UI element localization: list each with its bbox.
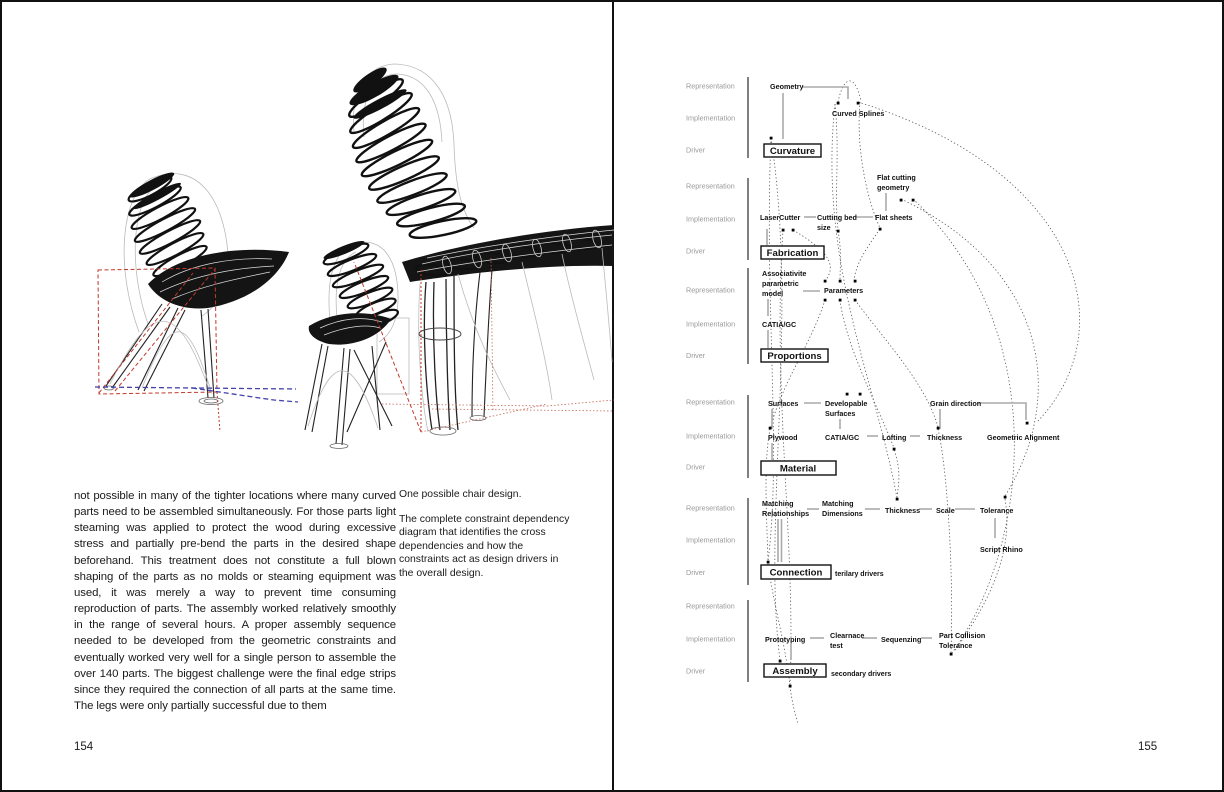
node-scale: Scale — [936, 506, 955, 515]
node-lasercutter: LaserCutter — [760, 213, 801, 222]
row-label-driver: Driver — [686, 351, 706, 360]
node-cutting-bed-size: Cutting bed — [817, 213, 857, 222]
blue-construction-line — [95, 387, 298, 402]
figure-caption-diagram: The complete constraint dependency diagram that identifies the cross dependencies and how the constraints act as design drivers in the overall design. — [399, 514, 570, 579]
row-label-representation: Representation — [686, 397, 735, 407]
node-sequencing: Sequenzing — [881, 635, 922, 644]
node-associative-parametric-model: model — [762, 289, 784, 298]
constraint-dependency-diagram — [614, 2, 1224, 792]
node-clearance-test: test — [830, 641, 843, 650]
row-label-driver: Driver — [686, 462, 706, 472]
row-label-driver: Driver — [686, 666, 706, 676]
node-associative-parametric-model: Associativite — [762, 269, 807, 278]
node-curved-splines: Curved Splines — [832, 109, 885, 118]
node-lofting: Lofting — [882, 433, 907, 442]
row-label-implementation: Implementation — [686, 431, 736, 441]
row-label-representation: Representation — [686, 81, 735, 91]
section-proportions — [761, 269, 863, 362]
node-geometry: Geometry — [770, 82, 804, 91]
node-prototyping: Prototyping — [765, 635, 806, 644]
node-matching-relationships: Matching — [762, 499, 794, 508]
section-curvature — [764, 82, 884, 157]
section-material — [761, 399, 1060, 475]
row-label-driver: Driver — [686, 246, 706, 256]
driver-label-connection: Connection — [769, 567, 823, 579]
driver-label-curvature: Curvature — [769, 146, 816, 157]
node-script-rhino: Script Rhino — [980, 545, 1023, 554]
note-tertiary-drivers: terilary drivers — [835, 571, 884, 578]
chair-middle — [305, 238, 409, 448]
node-matching-relationships: Relationships — [762, 509, 810, 518]
node-part-collision-tolerance: Part Collision — [939, 631, 986, 640]
chair-left — [104, 169, 289, 405]
row-labels — [686, 82, 735, 676]
row-label-driver: Driver — [686, 568, 706, 577]
row-label-implementation: Implementation — [686, 113, 736, 123]
node-thickness: Thickness — [927, 433, 963, 442]
node-plywood: Plywood — [768, 433, 798, 442]
row-label-representation: Representation — [686, 181, 735, 191]
row-label-implementation: Implementation — [686, 634, 736, 644]
node-matching-dimensions: Dimensions — [822, 509, 863, 518]
row-label-implementation: Implementation — [686, 319, 736, 329]
node-thickness: Thickness — [885, 506, 921, 515]
chair-right — [346, 64, 614, 435]
row-label-representation: Representation — [686, 601, 735, 611]
node-tolerance: Tolerance — [980, 506, 1014, 515]
driver-label-material: Material — [779, 463, 817, 475]
driver-label-assembly: Assembly — [772, 666, 818, 677]
note-secondary-drivers: secondary drivers — [831, 671, 892, 678]
light-red-dotted-lines — [382, 258, 614, 432]
node-parameters: Parameters — [824, 286, 864, 295]
node-clearance-test: Clearnace — [830, 631, 865, 640]
body-paragraph: not possible in many of the tighter locations where many curved parts need to be assembled simultaneously. For those parts light steaming was applied to protect the wood during excessive stress and partially pre-bend the parts in the desired shape beforehand. This treatment does not constitute a full blown shaping of the parts as no molds or steaming equipment was used, it was merely a way to prevent time consuming reproduction of parts. The assembly worked relatively smoothly in the range of several hours. A proper assembly sequence needed to be developed from the geometric constraints and eventually worked very well for a single person to assemble the over 140 parts. The biggest challenge were the final edge strips since they required the connection of all parts at the same time. The legs were only partially successful due to them — [74, 490, 396, 713]
row-label-representation: Representation — [686, 285, 735, 295]
page-number-right: 155 — [1138, 741, 1158, 753]
row-label-implementation: Implementation — [686, 535, 736, 545]
driver-label-proportions: Proportions — [767, 351, 822, 362]
node-developable-surfaces: Surfaces — [825, 409, 856, 418]
section-fabrication — [760, 173, 916, 259]
node-cutting-bed-size: size — [817, 223, 831, 232]
node-geometric-alignment: Geometric Alignment — [987, 433, 1060, 442]
node-surfaces: Surfaces — [768, 399, 799, 408]
node-matching-dimensions: Matching — [822, 499, 854, 508]
node-associative-parametric-model: parametric — [762, 279, 799, 288]
driver-label-fabrication: Fabrication — [766, 248, 819, 259]
row-label-driver: Driver — [686, 145, 706, 155]
node-flat-cutting-geometry: geometry — [877, 183, 910, 192]
row-label-representation: Representation — [686, 503, 735, 513]
node-catia-gc: CATIA/GC — [825, 433, 860, 442]
node-part-collision-tolerance: Tolerance — [939, 641, 973, 650]
node-catia-gc: CATIA/GC — [762, 320, 797, 329]
node-flat-sheets: Flat sheets — [875, 213, 913, 222]
page-number-left: 154 — [74, 741, 94, 753]
node-developable-surfaces: Developable — [825, 399, 868, 408]
row-label-implementation: Implementation — [686, 214, 736, 224]
node-grain-direction: Grain direction — [930, 399, 982, 408]
section-connection — [761, 499, 1023, 579]
node-flat-cutting-geometry: Flat cutting — [877, 173, 916, 182]
figure-caption-chair: One possible chair design. — [399, 489, 522, 500]
